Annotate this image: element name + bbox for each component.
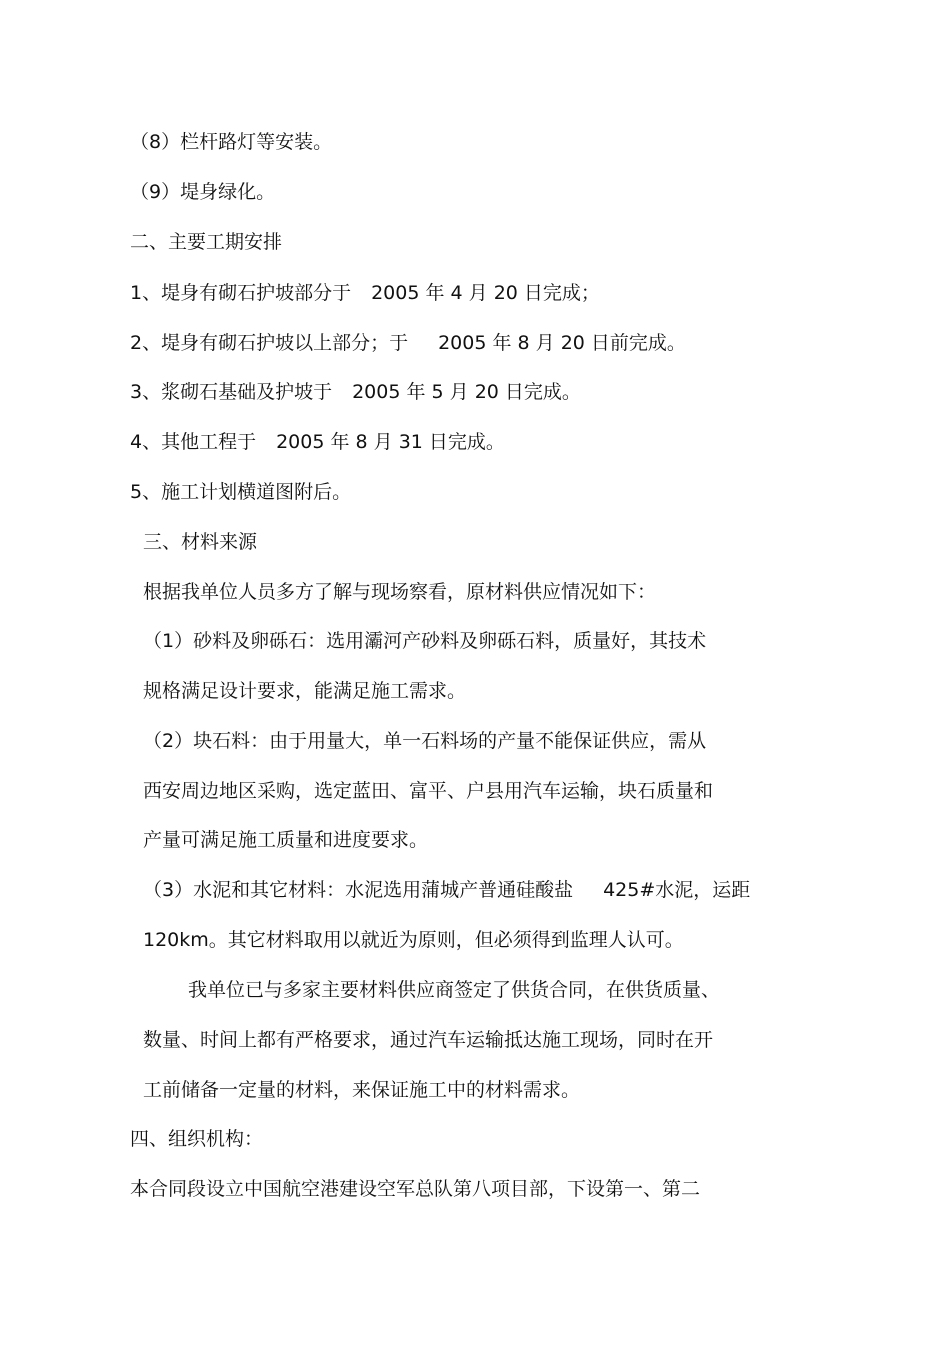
- materials-item-3-line-1-text: （3）水泥和其它材料：水泥选用蒲城产普通硅酸盐: [143, 879, 574, 901]
- materials-item-1-line-1: [143, 628, 706, 654]
- materials-intro: [143, 579, 656, 605]
- materials-item-2-line-1: [143, 728, 706, 754]
- section-heading-organization: [130, 1126, 263, 1152]
- materials-item-2-line-3: [143, 827, 428, 853]
- organization-intro-text: 本合同段设立中国航空港建设空军总队第八项目部，下设第一、第二: [130, 1178, 701, 1200]
- schedule-item-3-label: 3、浆砌石基础及护坡于: [130, 381, 333, 403]
- materials-item-2-line-1-text: （2）块石料：由于用量大，单一石料场的产量不能保证供应，需从: [143, 730, 707, 752]
- materials-item-2-line-3-text: 产量可满足施工质量和进度要求。: [143, 829, 429, 851]
- materials-intro-text: 根据我单位人员多方了解与现场察看，原材料供应情况如下：: [143, 581, 657, 603]
- schedule-item-4: [130, 429, 505, 455]
- item-8: [130, 129, 332, 155]
- materials-item-3-line-2: [143, 927, 684, 953]
- schedule-item-2: [130, 330, 686, 356]
- materials-item-1-line-1-text: （1）砂料及卵砾石：选用灞河产砂料及卵砾石料，质量好，其技术: [143, 630, 707, 652]
- materials-item-1-line-2-text: 规格满足设计要求，能满足施工需求。: [143, 680, 467, 702]
- schedule-item-5: [130, 479, 351, 505]
- section-heading-schedule-text: 二、主要工期安排: [130, 231, 283, 253]
- materials-item-3-line-1: [143, 877, 750, 903]
- schedule-item-1-label: 1、堤身有砌石护坡部分于: [130, 282, 352, 304]
- schedule-item-1: [130, 280, 600, 306]
- schedule-item-4-label: 4、其他工程于: [130, 431, 257, 453]
- section-heading-organization-text: 四、组织机构：: [130, 1128, 264, 1150]
- schedule-item-2-label: 2、堤身有砌石护坡以上部分；于: [130, 332, 409, 354]
- schedule-item-5-text: 5、施工计划横道图附后。: [130, 481, 352, 503]
- section-heading-materials-text: 三、材料来源: [143, 531, 258, 553]
- supply-contract-line-3: [143, 1077, 580, 1103]
- section-heading-materials: [143, 529, 257, 555]
- section-heading-schedule: [130, 229, 282, 255]
- supply-contract-line-1-text: 我单位已与多家主要材料供应商签定了供货合同，在供货质量、: [188, 979, 721, 1001]
- supply-contract-line-1: [188, 977, 720, 1003]
- item-8-text: （8）栏杆路灯等安装。: [130, 131, 333, 153]
- materials-item-1-line-2: [143, 678, 466, 704]
- schedule-item-4-date: 2005 年 8 月 31 日完成。: [276, 431, 505, 453]
- schedule-item-2-date: 2005 年 8 月 20 日前完成。: [438, 332, 686, 354]
- supply-contract-line-3-text: 工前储备一定量的材料，来保证施工中的材料需求。: [143, 1079, 581, 1101]
- materials-item-2-line-2: [143, 778, 713, 804]
- materials-item-3-line-2-text: 120km。其它材料取用以就近为原则，但必须得到监理人认可。: [143, 929, 684, 951]
- item-9: [130, 179, 275, 205]
- materials-item-3-cement-grade: 425#水泥，运距: [603, 879, 751, 901]
- schedule-item-1-date: 2005 年 4 月 20 日完成；: [371, 282, 600, 304]
- supply-contract-line-2-text: 数量、时间上都有严格要求，通过汽车运输抵达施工现场，同时在开: [143, 1029, 714, 1051]
- schedule-item-3: [130, 379, 581, 405]
- organization-intro: [130, 1176, 700, 1202]
- supply-contract-line-2: [143, 1027, 713, 1053]
- materials-item-2-line-2-text: 西安周边地区采购，选定蓝田、富平、户县用汽车运输，块石质量和: [143, 780, 714, 802]
- schedule-item-3-date: 2005 年 5 月 20 日完成。: [352, 381, 581, 403]
- item-9-text: （9）堤身绿化。: [130, 181, 276, 203]
